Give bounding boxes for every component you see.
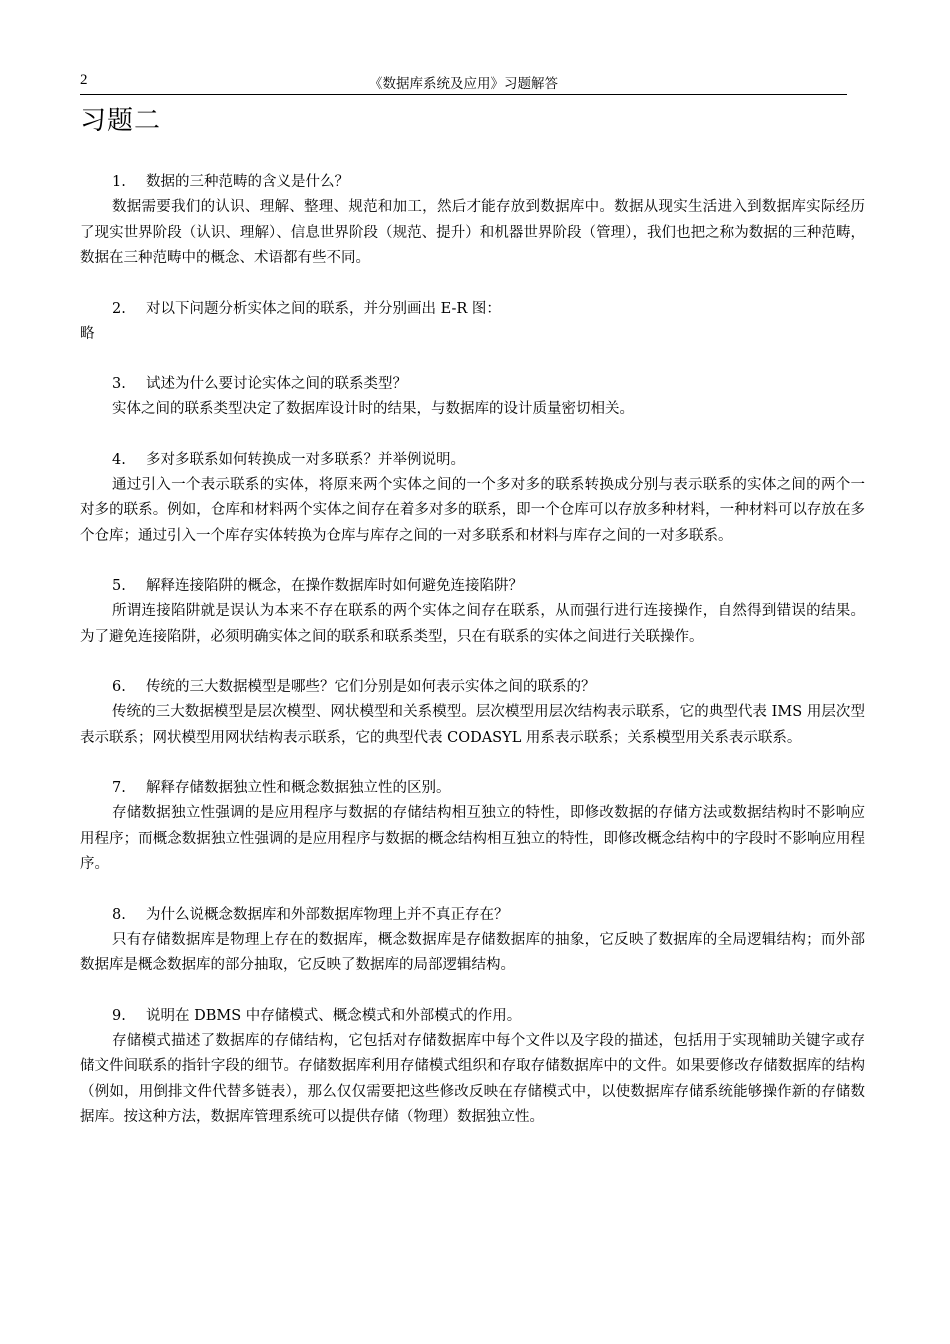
exercise-item-6 bbox=[80, 675, 865, 751]
question-text: 多对多联系如何转换成一对多联系？并举例说明。 bbox=[146, 451, 465, 468]
question bbox=[80, 372, 865, 397]
question-text: 说明在 DBMS 中存储模式、概念模式和外部模式的作用。 bbox=[146, 1007, 522, 1024]
question-text: 为什么说概念数据库和外部数据库物理上并不真正存在？ bbox=[146, 906, 509, 923]
answer-text: 通过引入一个表示联系的实体，将原来两个实体之间的一个多对多的联系转换成分别与表示联系的实体之间的两个一对多的联系。例如，仓库和材料两个实体之间存在着多对多的联系，即一个仓库可以存放多种材料，一种材料可以存放在多个仓库；通过引入一个库存实体转换为仓库与库存之间的一对多联系和材料与库存之间的一对多联系。 bbox=[80, 476, 865, 544]
question bbox=[80, 574, 865, 599]
answer-text: 所谓连接陷阱就是误认为本来不存在联系的两个实体之间存在联系，从而强行进行连接操作，自然得到错误的结果。为了避免连接陷阱，必须明确实体之间的联系和联系类型，只在有联系的实体之间进行关联操作。 bbox=[80, 603, 865, 645]
answer-text: 传统的三大数据模型是层次模型、网状模型和关系模型。层次模型用层次结构表示联系，它的典型代表 IMS 用层次型表示联系；网状模型用网状结构表示联系，它的典型代表 CODASYL 用系表示联系；关系模型用关系表示联系。 bbox=[80, 704, 865, 746]
question-number: 2. bbox=[112, 300, 126, 317]
exercise-item-5 bbox=[80, 574, 865, 650]
question-text: 数据的三种范畴的含义是什么？ bbox=[146, 174, 349, 190]
exercise-list bbox=[80, 170, 865, 1156]
running-header-title: 《数据库系统及应用》习题解答 bbox=[369, 76, 558, 92]
exercise-item-1 bbox=[80, 170, 865, 272]
question bbox=[80, 776, 865, 801]
question-number: 1. bbox=[112, 174, 126, 190]
question-text: 传统的三大数据模型是哪些？它们分别是如何表示实体之间的联系的？ bbox=[146, 679, 596, 695]
page-number: 2 bbox=[80, 72, 88, 88]
question bbox=[80, 297, 865, 322]
question-text: 试述为什么要讨论实体之间的联系类型？ bbox=[146, 376, 407, 392]
question-number: 7. bbox=[112, 780, 126, 796]
question-number: 9. bbox=[112, 1007, 126, 1024]
answer-text: 实体之间的联系类型决定了数据库设计时的结果，与数据库的设计质量密切相关。 bbox=[112, 401, 634, 417]
answer-text: 略 bbox=[80, 325, 95, 342]
exercise-item-8 bbox=[80, 903, 865, 979]
question-number: 4. bbox=[112, 451, 126, 468]
question-text: 对以下问题分析实体之间的联系，并分别画出 E-R 图： bbox=[146, 300, 501, 317]
question-number: 8. bbox=[112, 906, 126, 923]
answer-text: 数据需要我们的认识、理解、整理、规范和加工，然后才能存放到数据库中。数据从现实生活进入到数据库实际经历了现实世界阶段（认识、理解）、信息世界阶段（规范、提升）和机器世界阶段（管理），我们也把之称为数据的三种范畴，数据在三种范畴中的概念、术语都有些不同。 bbox=[80, 199, 865, 266]
question-text: 解释连接陷阱的概念，在操作数据库时如何避免连接陷阱？ bbox=[146, 578, 523, 594]
exercise-item-7 bbox=[80, 776, 865, 878]
question-number: 6. bbox=[112, 679, 126, 695]
page-header bbox=[80, 70, 847, 95]
exercise-item-4 bbox=[80, 448, 865, 550]
question-number: 3. bbox=[112, 376, 126, 392]
answer-text: 存储数据独立性强调的是应用程序与数据的存储结构相互独立的特性，即修改数据的存储方法或数据结构时不影响应用程序；而概念数据独立性强调的是应用程序与数据的概念结构相互独立的特性，即修改概念结构中的字段时不影响应用程序。 bbox=[80, 805, 865, 872]
exercise-item-9 bbox=[80, 1004, 865, 1131]
question bbox=[80, 675, 865, 700]
question-text: 解释存储数据独立性和概念数据独立性的区别。 bbox=[146, 780, 451, 796]
question bbox=[80, 448, 865, 473]
question bbox=[80, 170, 865, 195]
exercise-item-3 bbox=[80, 372, 865, 423]
answer-text: 存储模式描述了数据库的存储结构，它包括对存储数据库中每个文件以及字段的描述，包括用于实现辅助关键字或存储文件间联系的指针字段的细节。存储数据库利用存储模式组织和存取存储数据库中的文件。如果要修改存储数据库的结构（例如，用倒排文件代替多链表），那么仅仅需要把这些修改反映在存储模式中，以使数据库存储系统能够操作新的存储数据库。按这种方法，数据库管理系统可以提供存储（物理）数据独立性。 bbox=[80, 1032, 865, 1125]
question-number: 5. bbox=[112, 578, 126, 594]
exercise-item-2 bbox=[80, 297, 865, 348]
chapter-title: 习题二 bbox=[80, 106, 162, 136]
question bbox=[80, 1004, 865, 1029]
question bbox=[80, 903, 865, 928]
answer-text: 只有存储数据库是物理上存在的数据库，概念数据库是存储数据库的抽象，它反映了数据库的全局逻辑结构；而外部数据库是概念数据库的部分抽取，它反映了数据库的局部逻辑结构。 bbox=[80, 931, 865, 973]
